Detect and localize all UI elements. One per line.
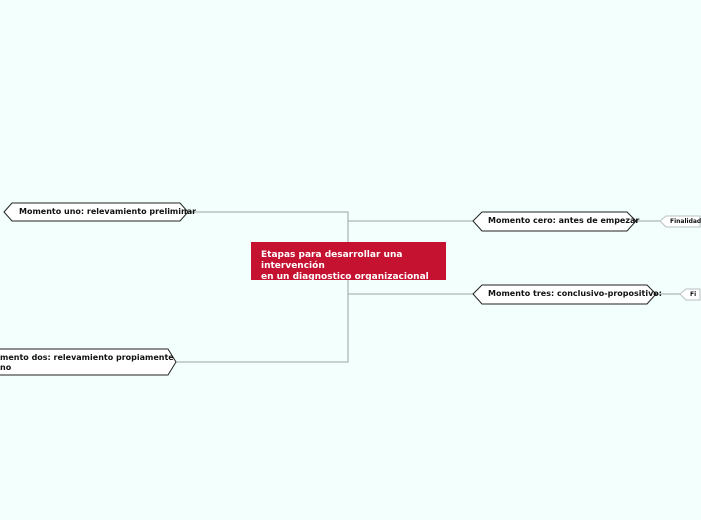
central-topic-line1: Etapas para desarrollar una intervención — [261, 250, 403, 271]
central-topic[interactable] — [251, 242, 446, 280]
node-momento-dos[interactable] — [0, 353, 174, 373]
node-finalidad[interactable]: Finalidad — [670, 218, 701, 225]
connector-momento-uno — [188, 212, 348, 242]
connector-momento-cero — [348, 221, 473, 242]
node-f-stub[interactable]: Fi — [690, 291, 697, 298]
node-momento-tres[interactable]: Momento tres: conclusivo-propositivo: — [488, 289, 662, 298]
connector-momento-dos — [176, 280, 348, 362]
node-momento-uno[interactable]: Momento uno: relevamiento preliminar — [19, 207, 197, 216]
node-momento-cero[interactable]: Momento cero: antes de empezar — [488, 216, 640, 225]
node-momento-dos-line2: no — [0, 363, 12, 372]
central-topic-line2: en un diagnostico organizacional — [261, 272, 429, 282]
node-momento-dos-line1: mento dos: relevamiento propiamente — [0, 353, 174, 362]
